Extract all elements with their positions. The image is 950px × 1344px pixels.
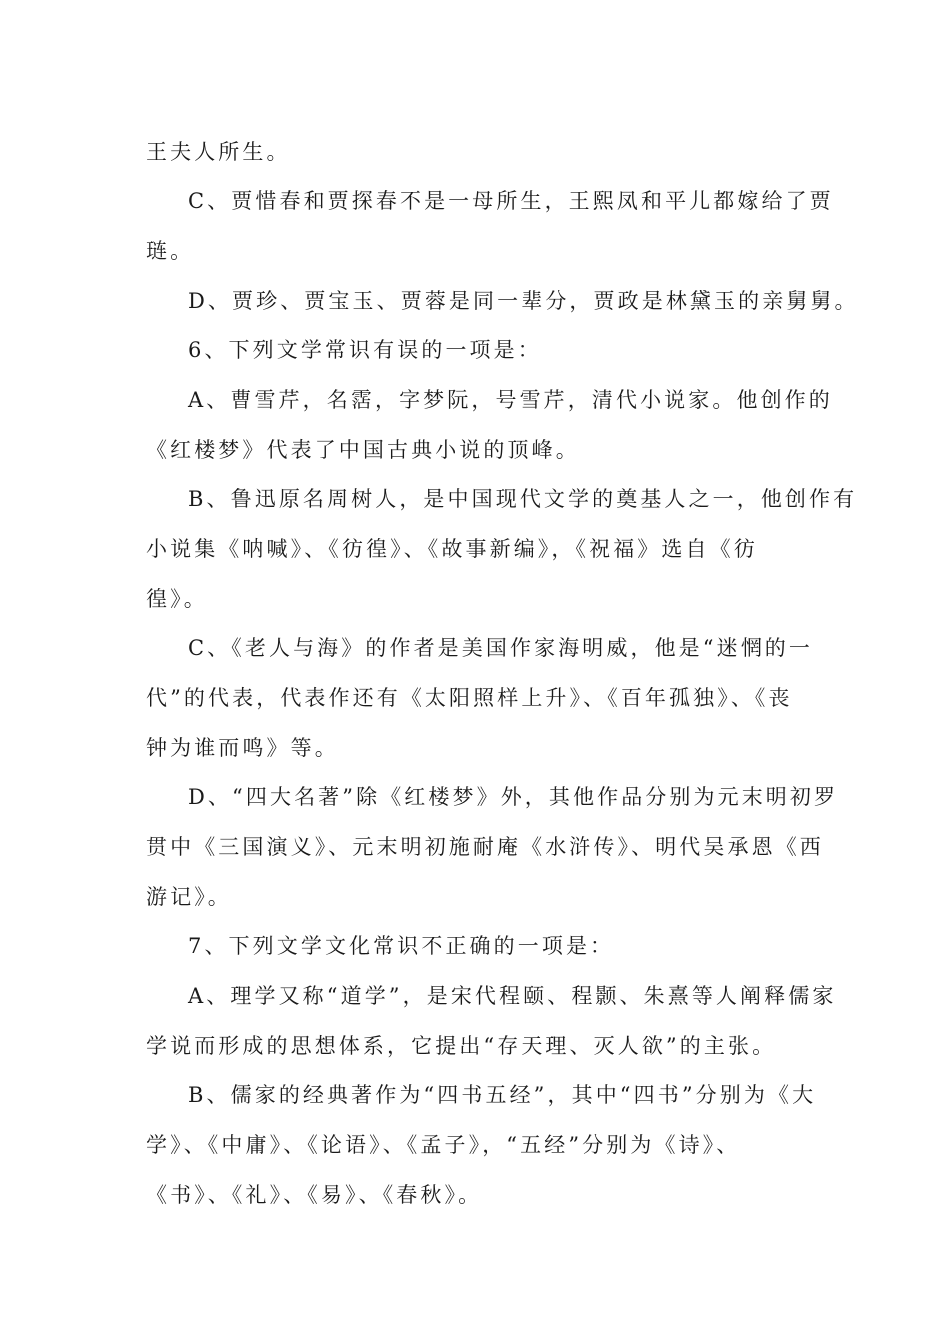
text-line: 王夫人所生。 [146,140,291,164]
text-line: 小说集《呐喊》、《彷徨》、《故事新编》，《祝福》选自《彷 [146,537,758,561]
text-line: 琏。 [146,239,195,263]
text-line: 《红楼梦》代表了中国古典小说的顶峰。 [146,438,580,462]
question-6-heading: 6、下列文学常识有误的一项是： [188,338,542,362]
option-c-line: C、《老人与海》的作者是美国作家海明威，他是“迷惘的一 [188,636,814,660]
text-line: 游记》。 [146,885,232,909]
option-a-line: A、理学又称“道学”，是宋代程颐、程颢、朱熹等人阐释儒家 [188,984,837,1008]
text-line: 《书》、《礼》、《易》、《春秋》。 [146,1183,483,1207]
option-c-line: C、贾惜春和贾探春不是一母所生，王熙凤和平儿都嫁给了贾 [188,189,834,213]
option-a-line: A、曹雪芹，名霑，字梦阮，号雪芹，清代小说家。他创作的 [188,388,833,412]
text-line: 学》、《中庸》、《论语》、《孟子》，“五经”分别为《诗》、 [146,1133,741,1157]
option-d-line: D、贾珍、贾宝玉、贾蓉是同一辈分，贾政是林黛玉的亲舅舅。 [188,289,859,313]
question-7-heading: 7、下列文学文化常识不正确的一项是： [188,934,615,958]
option-d-line: D、“四大名著”除《红楼梦》外，其他作品分别为元末明初罗 [188,785,839,809]
option-b-line: B、鲁迅原名周树人，是中国现代文学的奠基人之一，他创作有 [188,487,858,511]
text-line: 代”的代表，代表作还有《太阳照样上升》、《百年孤独》、《丧 [146,686,793,710]
text-line: 钟为谁而鸣》等。 [146,736,339,760]
text-line: 学说而形成的思想体系，它提出“存天理、灭人欲”的主张。 [146,1034,777,1058]
option-b-line: B、儒家的经典著作为“四书五经”，其中“四书”分别为《大 [188,1083,817,1107]
text-line: 徨》。 [146,587,208,611]
text-line: 贯中《三国演义》、元末明初施耐庵《水浒传》、明代吴承恩《西 [146,835,824,859]
